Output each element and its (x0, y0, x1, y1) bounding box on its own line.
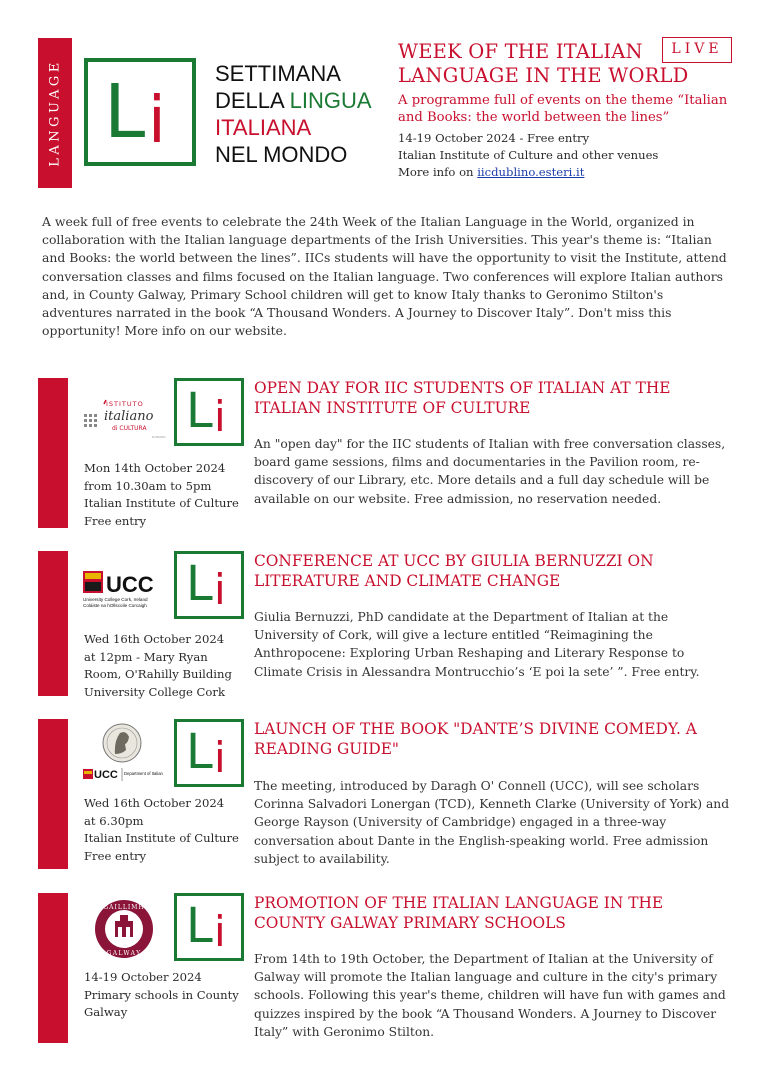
event-title: LAUNCH OF THE BOOK "DANTE’S DIVINE COMEDY. A READING GUIDE" (254, 720, 697, 758)
ucc-dept-logo-name: UCC (94, 769, 118, 781)
event-accent-bar (38, 378, 68, 528)
brand-line-3: ITALIANA (215, 115, 312, 140)
page-title: WEEK OF THE ITALIAN LANGUAGE IN THE WORLD (398, 40, 689, 87)
event-date: 14-19 October 2024 (84, 970, 202, 984)
brand-line-1: SETTIMANA (215, 61, 341, 86)
event-accent-bar (38, 893, 68, 1043)
event-description: The meeting, introduced by Daragh O' Connell (UCC), will see scholars Corinna Salvadori Lonergan (TCD), Kenneth Clarke (University of York) and George Rayson (University of Cambridge) engaged in a three-way conversation about Dante in the English-speaking world. Free admission subject to availability. (254, 779, 730, 866)
page-subtitle: A programme full of events on the theme “Italian and Books: the world between the lines” (398, 93, 728, 125)
ucc-logo-name: UCC (106, 572, 154, 597)
event-venue: Italian Institute of Culture (84, 496, 239, 511)
logo-letter-l: L (186, 898, 213, 954)
event-entry: Free entry (84, 513, 147, 528)
logo-letter-l: L (186, 724, 213, 780)
header-meta (398, 130, 738, 181)
iic-logo-line2: italiano (104, 409, 154, 424)
university-of-galway-crest (82, 897, 166, 963)
event-description: An "open day" for the IIC students of Italian with free conversation classes, board game sessions, films and documentaries in the Pavilion room, re-discovery of our Library, etc. More details and a full day schedule will be available on our website. Free admission, no reservation needed. (254, 437, 726, 506)
logo-letter-l: L (186, 556, 213, 612)
event-accent-bar (38, 551, 68, 696)
li-small-logo (174, 378, 244, 446)
logo-letter-l: L (186, 383, 213, 439)
intro-paragraph: A week full of free events to celebrate the 24th Week of the Italian Language in the World, organized in collaboration with the Italian language departments of the Irish Universities. This year's theme is: “Italian and Books: the world between the lines”. IICs students will have the opportunity to visit the Institute, attend conversation classes and films focused on the Italian language. Two conferences will explore Italian authors and, in County Galway, Primary School children will get to know Italy thanks to Geronimo Stilton's adventures narrated in the book “A Thousand Wonders. A Journey to Discover Italy”. Don't miss this opportunity! More info on our website. (42, 214, 727, 339)
event-time: at 12pm - Mary Ryan (84, 649, 208, 664)
event-date: Mon 14th October 2024 (84, 461, 226, 475)
li-small-logo (174, 719, 244, 787)
event-venue: Room, O'Rahilly Building (84, 667, 232, 682)
galway-crest-graphic (82, 897, 166, 963)
event-info (84, 969, 254, 1022)
event-card (38, 551, 738, 699)
event-card (38, 719, 738, 869)
iic-logo (82, 392, 166, 448)
event-title: PROMOTION OF THE ITALIAN LANGUAGE IN THE COUNTY GALWAY PRIMARY SCHOOLS (254, 894, 664, 932)
logo-letter-i: i (148, 84, 166, 158)
brand-line-4: NEL MONDO (215, 142, 348, 167)
event-description: From 14th to 19th October, the Department of Italian at the University of Galway will promote the Italian language and culture in the city's primary schools. Following this year's theme, children will have fun with games and quizzes inspired by the book “A Thousand Wonders. A Journey to Discover Italy” with Geronimo Stilton. (254, 952, 726, 1039)
iic-logo-line3: di CULTURA (112, 425, 147, 432)
ucc-dept-logo (82, 721, 166, 787)
iic-logo-line1: ISTITUTO (106, 400, 144, 408)
event-venue: Italian Institute of Culture (84, 831, 239, 846)
event-info (84, 795, 254, 865)
iic-logo-line4: DUBLINO (152, 435, 166, 439)
logo-letter-i: i (214, 392, 226, 441)
brand-line-2a: DELLA (215, 88, 284, 113)
header-more-info (398, 164, 738, 181)
galway-crest-bottom: GALWAY (106, 950, 142, 957)
ucc-logo-line2: Coláiste na hOllscoile Corcaigh (83, 603, 147, 608)
language-side-tab (38, 38, 72, 188)
brand-wordmark (215, 60, 372, 168)
event-info (84, 460, 254, 530)
iic-logo-graphic (82, 392, 166, 448)
ucc-logo-line1: University College Cork, Ireland (83, 597, 148, 602)
event-card (38, 893, 738, 1043)
logo-letter-i: i (214, 565, 226, 614)
logo-letter-l: L (104, 69, 146, 155)
event-title: OPEN DAY FOR IIC STUDENTS OF ITALIAN AT THE ITALIAN INSTITUTE OF CULTURE (254, 379, 671, 417)
header-dates: 14-19 October 2024 - Free entry (398, 131, 590, 145)
event-description: Giulia Bernuzzi, PhD candidate at the Department of Italian at the University of Cork, will give a lecture entitled “Reimagining the Anthropocene: Exploring Urban Reshaping and Literary Response to Climate Crisis in Alessandra Montrucchio’s ‘E poi la sete’ ”. Free entry. (254, 610, 700, 679)
ucc-dept-logo-dept: Department of Italian (124, 771, 163, 776)
event-venue-2: University College Cork (84, 684, 225, 699)
li-small-logo (174, 551, 244, 619)
brand-line-2b: LINGUA (289, 88, 372, 113)
li-small-logo (174, 893, 244, 961)
logo-letter-i: i (214, 907, 226, 956)
side-tab-label: LANGUAGE (47, 59, 63, 167)
header-venue: Italian Institute of Culture and other venues (398, 148, 659, 162)
event-accent-bar (38, 719, 68, 869)
event-entry: Free entry (84, 848, 147, 863)
li-logo (84, 58, 196, 166)
event-title: CONFERENCE AT UCC BY GIULIA BERNUZZI ON LITERATURE AND CLIMATE CHANGE (254, 552, 654, 590)
ucc-logo (82, 565, 166, 621)
event-time: at 6.30pm (84, 813, 144, 828)
event-date: Wed 16th October 2024 (84, 632, 225, 646)
more-info-prefix: More info on (398, 165, 478, 179)
galway-crest-top: GAILLIMH (103, 904, 145, 911)
event-venue: Primary schools in County (84, 987, 239, 1002)
event-time: from 10.30am to 5pm (84, 478, 212, 493)
ucc-logo-graphic (82, 565, 166, 621)
event-venue-2: Galway (84, 1005, 128, 1020)
event-date: Wed 16th October 2024 (84, 796, 225, 810)
logo-letter-i: i (214, 733, 226, 782)
event-info (84, 631, 254, 701)
event-card (38, 378, 738, 528)
ucc-dept-logo-graphic (82, 721, 166, 787)
live-badge: LIVE (662, 37, 732, 63)
website-link[interactable]: iicdublino.esteri.it (477, 165, 585, 179)
